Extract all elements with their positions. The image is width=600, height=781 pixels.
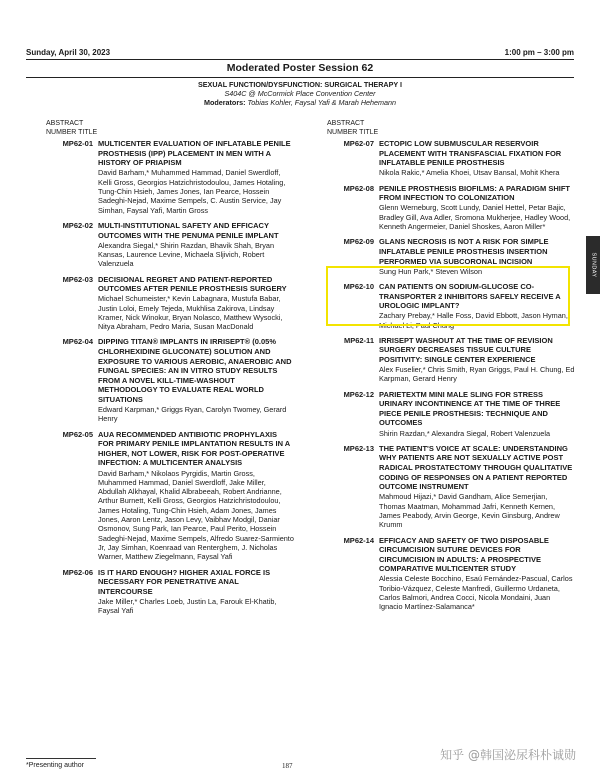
abstract-entry: [327, 390, 575, 438]
abstract-entry: [327, 444, 575, 530]
abstract-body: [379, 184, 575, 232]
abstract-body: [98, 221, 294, 269]
abstract-authors: Alexandra Siegal,* Shirin Razdan, Bhavik Shah, Bryan Kansas, Laurence Levine, Michaela Sljivich, Robert Valenzuela: [98, 240, 275, 269]
abstract-entry: [46, 275, 294, 332]
footnote-rule: [26, 758, 96, 759]
abstract-number: MP62-02: [62, 220, 93, 230]
number-label: NUMBER: [327, 128, 358, 136]
abstract-number: MP62-08: [343, 183, 374, 193]
right-abstract-list: [327, 139, 575, 611]
footnote: *Presenting author: [26, 762, 84, 769]
abstract-title: EFFICACY AND SAFETY OF TWO DISPOSABLE CIRCUMCISION SUTURE DEVICES FOR CIRCUMCISION IN ADULTS: A PROSPECTIVE COMPARATIVE MULTICENTER STUDY: [379, 535, 549, 574]
abstract-authors: Michael Schumeister,* Kevin Labagnara, Mustufa Babar, Justin Loloi, Emely Tejeda, Mukhlisa Zakirova, Lindsay Kramer, Nick Winokur, Bryan Nolasco, Matthew Wysocki, Nitya Abraham, Pedro Maria, Susan MacDonald: [98, 294, 283, 332]
abstract-authors: Edward Karpman,* Griggs Ryan, Carolyn Twomey, Gerard Henry: [98, 405, 287, 424]
page-number: 187: [282, 762, 293, 770]
abstract-body: [98, 337, 294, 423]
title-label: TITLE: [359, 128, 379, 136]
abstract-number: MP62-04: [62, 337, 93, 347]
side-tab-label: SUNDAY: [590, 252, 597, 278]
title-label: TITLE: [78, 128, 98, 136]
abstract-title: DIPPING TITAN® IMPLANTS IN IRRISEPT® (0.05% CHLORHEXIDINE GLUCONATE) SOLUTION AND EXPOSURE TO VARIOUS AEROBIC, ANAEROBIC AND FUNGAL SPECIES: AN IN VITRO STUDY RESULTS FROM A NOVEL KILL-TIME-WASHOUT METHODOLOGY TO EVALUATE REAL WORLD SITUATIONS: [98, 337, 292, 404]
abstract-body: [379, 282, 575, 330]
abstract-title: IRRISEPT WASHOUT AT THE TIME OF REVISION SURGERY DECREASES TISSUE CULTURE POSITIVITY: SINGLE CENTER EXPERIENCE: [379, 335, 553, 364]
abstract-body: [379, 237, 575, 276]
abstract-number: MP62-13: [343, 443, 374, 453]
column-header-right: [327, 120, 575, 137]
abstract-label: ABSTRACT: [327, 120, 365, 127]
abstract-title: MULTI-INSTITUTIONAL SAFETY AND EFFICACY OUTCOMES WITH THE PENUMA PENILE IMPLANT: [98, 220, 279, 240]
abstract-body: [98, 139, 294, 215]
abstract-title: PENILE PROSTHESIS BIOFILMS: A PARADIGM SHIFT FROM INFECTION TO COLONIZATION: [379, 183, 570, 203]
watermark: 知乎 @韩国泌尿科朴诚勋: [440, 748, 576, 762]
session-time: 1:00 pm – 3:00 pm: [504, 48, 574, 57]
abstract-number: MP62-07: [343, 139, 374, 149]
abstract-body: [379, 139, 575, 178]
moderators-names: Tobias Kohler, Faysal Yafi & Marah Hehemann: [247, 98, 397, 107]
abstract-entry: [46, 221, 294, 269]
abstract-entry: [46, 568, 294, 616]
abstract-title: DECISIONAL REGRET AND PATIENT-REPORTED OUTCOMES AFTER PENILE PROSTHESIS SURGERY: [98, 274, 287, 294]
abstract-title: CAN PATIENTS ON SODIUM-GLUCOSE CO-TRANSPORTER 2 INHIBITORS SAFELY RECEIVE A UROLOGIC IMPLANT?: [379, 281, 561, 311]
abstract-authors: Zachary Prebay,* Halle Foss, David Ebbott, Jason Hyman, Michael Li, Paul Chung: [379, 311, 568, 330]
abstract-authors: Alex Fuselier,* Chris Smith, Ryan Griggs, Paul H. Chung, Ed Karpman, Gerard Henry: [379, 365, 575, 384]
session-location: S404C @ McCormick Place Convention Center: [224, 89, 376, 98]
abstract-body: [98, 275, 294, 332]
session-moderators: [26, 98, 574, 107]
abstract-body: [98, 430, 294, 562]
abstract-number: MP62-12: [343, 389, 374, 399]
right-column: [327, 120, 575, 618]
abstract-number: MP62-10: [343, 281, 374, 291]
abstract-number: MP62-14: [343, 535, 374, 545]
abstract-body: [379, 444, 575, 530]
left-column: [46, 120, 294, 621]
abstract-entry: [327, 336, 575, 384]
abstract-authors: Nikola Rakic,* Amelia Khoei, Utsav Bansal, Mohit Khera: [379, 168, 560, 178]
abstract-entry: [46, 139, 294, 215]
abstract-authors: Shirin Razdan,* Alexandra Siegal, Robert Valenzuela: [379, 428, 551, 438]
abstract-authors: Jake Miller,* Charles Loeb, Justin La, Farouk El-Khatib, Faysal Yafi: [98, 596, 277, 616]
session-title: Moderated Poster Session 62: [26, 62, 574, 78]
abstract-entry: [327, 184, 575, 232]
abstract-title: AUA RECOMMENDED ANTIBIOTIC PROPHYLAXIS FOR PRIMARY PENILE IMPLANTATION RESULTS IN A HIGHER, NOT LOWER, RISK FOR POST-OPERATIVE INFECTION: A MULTICENTER ANALYSIS: [98, 429, 290, 468]
abstract-title: MULTICENTER EVALUATION OF INFLATABLE PENILE PROSTHESIS (IPP) PLACEMENT IN MEN WITH A HISTORY OF PRIAPISM: [98, 139, 291, 168]
abstract-number: MP62-09: [343, 237, 374, 247]
abstract-number: MP62-06: [62, 567, 93, 577]
abstract-number: MP62-01: [62, 139, 93, 149]
abstract-entry: [327, 282, 575, 330]
left-abstract-list: [46, 139, 294, 615]
abstract-title: GLANS NECROSIS IS NOT A RISK FOR SIMPLE INFLATABLE PENILE PROSTHESIS INSERTION PERFORMED VIA SUBCORONAL INCISION: [379, 237, 549, 266]
abstract-number: MP62-11: [343, 335, 374, 345]
abstract-body: [98, 568, 294, 616]
abstract-authors: David Barham,* Nikolaos Pyrgidis, Martin Gross, Muhammed Hammad, Daniel Swerdloff, Jake Miller, Abdullah Alkhayal, Khalid Albrabeeah, Robert Andrianne, Arthur Burnett, Kelli Gross, Georgios Hatzichristodoulou, James Hotaling, Tung-Chin Hsieh, Adam Jones, James Jones, Aaron Lentz, Jason Levy, Vaibhav Modgil, Daniar Osmonov, Sung Park, Ian Pearce, Paul Perito, Hossein Sadeghi-Nejad, Maxime Sempels, Alfredo Suarez-Sarmiento Jr, Jay Simhan, Koenraad van Renterghem, J. Nicholas Warner, Matthew Ziegelmann, Faysal Yafi: [98, 468, 294, 562]
column-header-left: [46, 120, 294, 137]
abstract-authors: Alessia Celeste Bocchino, Esaú Fernández-Pascual, Carlos Toribio-Vázquez, Celeste Manfredi, Guillermo Urdaneta, Carlos Balmori, Andrea Cocci, Nicola Mondaini, Juan Ignacio Martínez-Salamanca*: [379, 574, 573, 612]
session-date: Sunday, April 30, 2023: [26, 48, 111, 57]
session-info: [26, 80, 574, 107]
abstract-entry: [327, 536, 575, 612]
abstract-number: MP62-03: [62, 274, 93, 284]
abstract-authors: Glenn Werneburg, Scott Lundy, Daniel Hettel, Petar Bajic, Bradley Gill, Ava Adler, Sromona Mukherjee, Hadley Wood, Kenneth Angermeier, Daniel Shoskes, Aaron Miller*: [379, 203, 571, 232]
abstract-title: ECTOPIC LOW SUBMUSCULAR RESERVOIR PLACEMENT WITH TRANSFASCIAL FIXATION FOR INFLATABLE PENILE PROSTHESIS: [379, 139, 562, 168]
abstract-label: ABSTRACT: [46, 120, 84, 127]
abstract-title: IS IT HARD ENOUGH? HIGHER AXIAL FORCE IS NECESSARY FOR PENETRATIVE ANAL INTERCOURSE: [98, 567, 271, 596]
abstract-entry: [327, 139, 575, 178]
abstract-authors: Sung Hun Park,* Steven Wilson: [379, 266, 483, 276]
abstract-authors: David Barham,* Muhammed Hammad, Daniel Swerdloff, Kelli Gross, Georgios Hatzichristodoulou, James Hotaling, Tung-Chin Hsieh, James Jones, Ian Pearce, Hossein Sadeghi-Nejad, Maxime Sempels, C. Austin Service, Jay Simhan, Faysal Yafi, Martin Gross: [98, 168, 286, 215]
side-tab: [586, 236, 600, 294]
abstract-authors: Mahmoud Hijazi,* David Gandham, Alice Semerjian, Thomas Maatman, Mohammad Jafri, Kenneth Kernen, James Peabody, Arvin George, Kevin Ginsburg, Andrew Krumm: [379, 492, 560, 530]
abstract-title: THE PATIENT'S VOICE AT SCALE: UNDERSTANDING WHY PATIENTS ARE NOT SEXUALLY ACTIVE POST RADICAL PROSTATECTOMY THROUGH QUALITATIVE CODING OF RESPONSES ON A PATIENT REPORTED OUTCOME INSTRUMENT: [379, 443, 573, 492]
number-label: NUMBER: [46, 128, 77, 136]
abstract-entry: [46, 430, 294, 562]
abstract-number: MP62-05: [62, 429, 93, 439]
abstract-entry: [46, 337, 294, 423]
moderators-label: Moderators:: [203, 98, 246, 107]
page-header: [26, 48, 574, 60]
abstract-body: [379, 536, 575, 612]
abstract-entry: [327, 237, 575, 276]
abstract-body: [379, 390, 575, 438]
session-topic: SEXUAL FUNCTION/DYSFUNCTION: SURGICAL THERAPY I: [197, 80, 403, 89]
abstract-title: PARIETEXTM MINI MALE SLING FOR STRESS URINARY INCONTINENCE AT THE TIME OF THREE PIECE PENILE PROSTHESIS: TECHNIQUE AND OUTCOMES: [379, 389, 561, 428]
abstract-body: [379, 336, 575, 384]
